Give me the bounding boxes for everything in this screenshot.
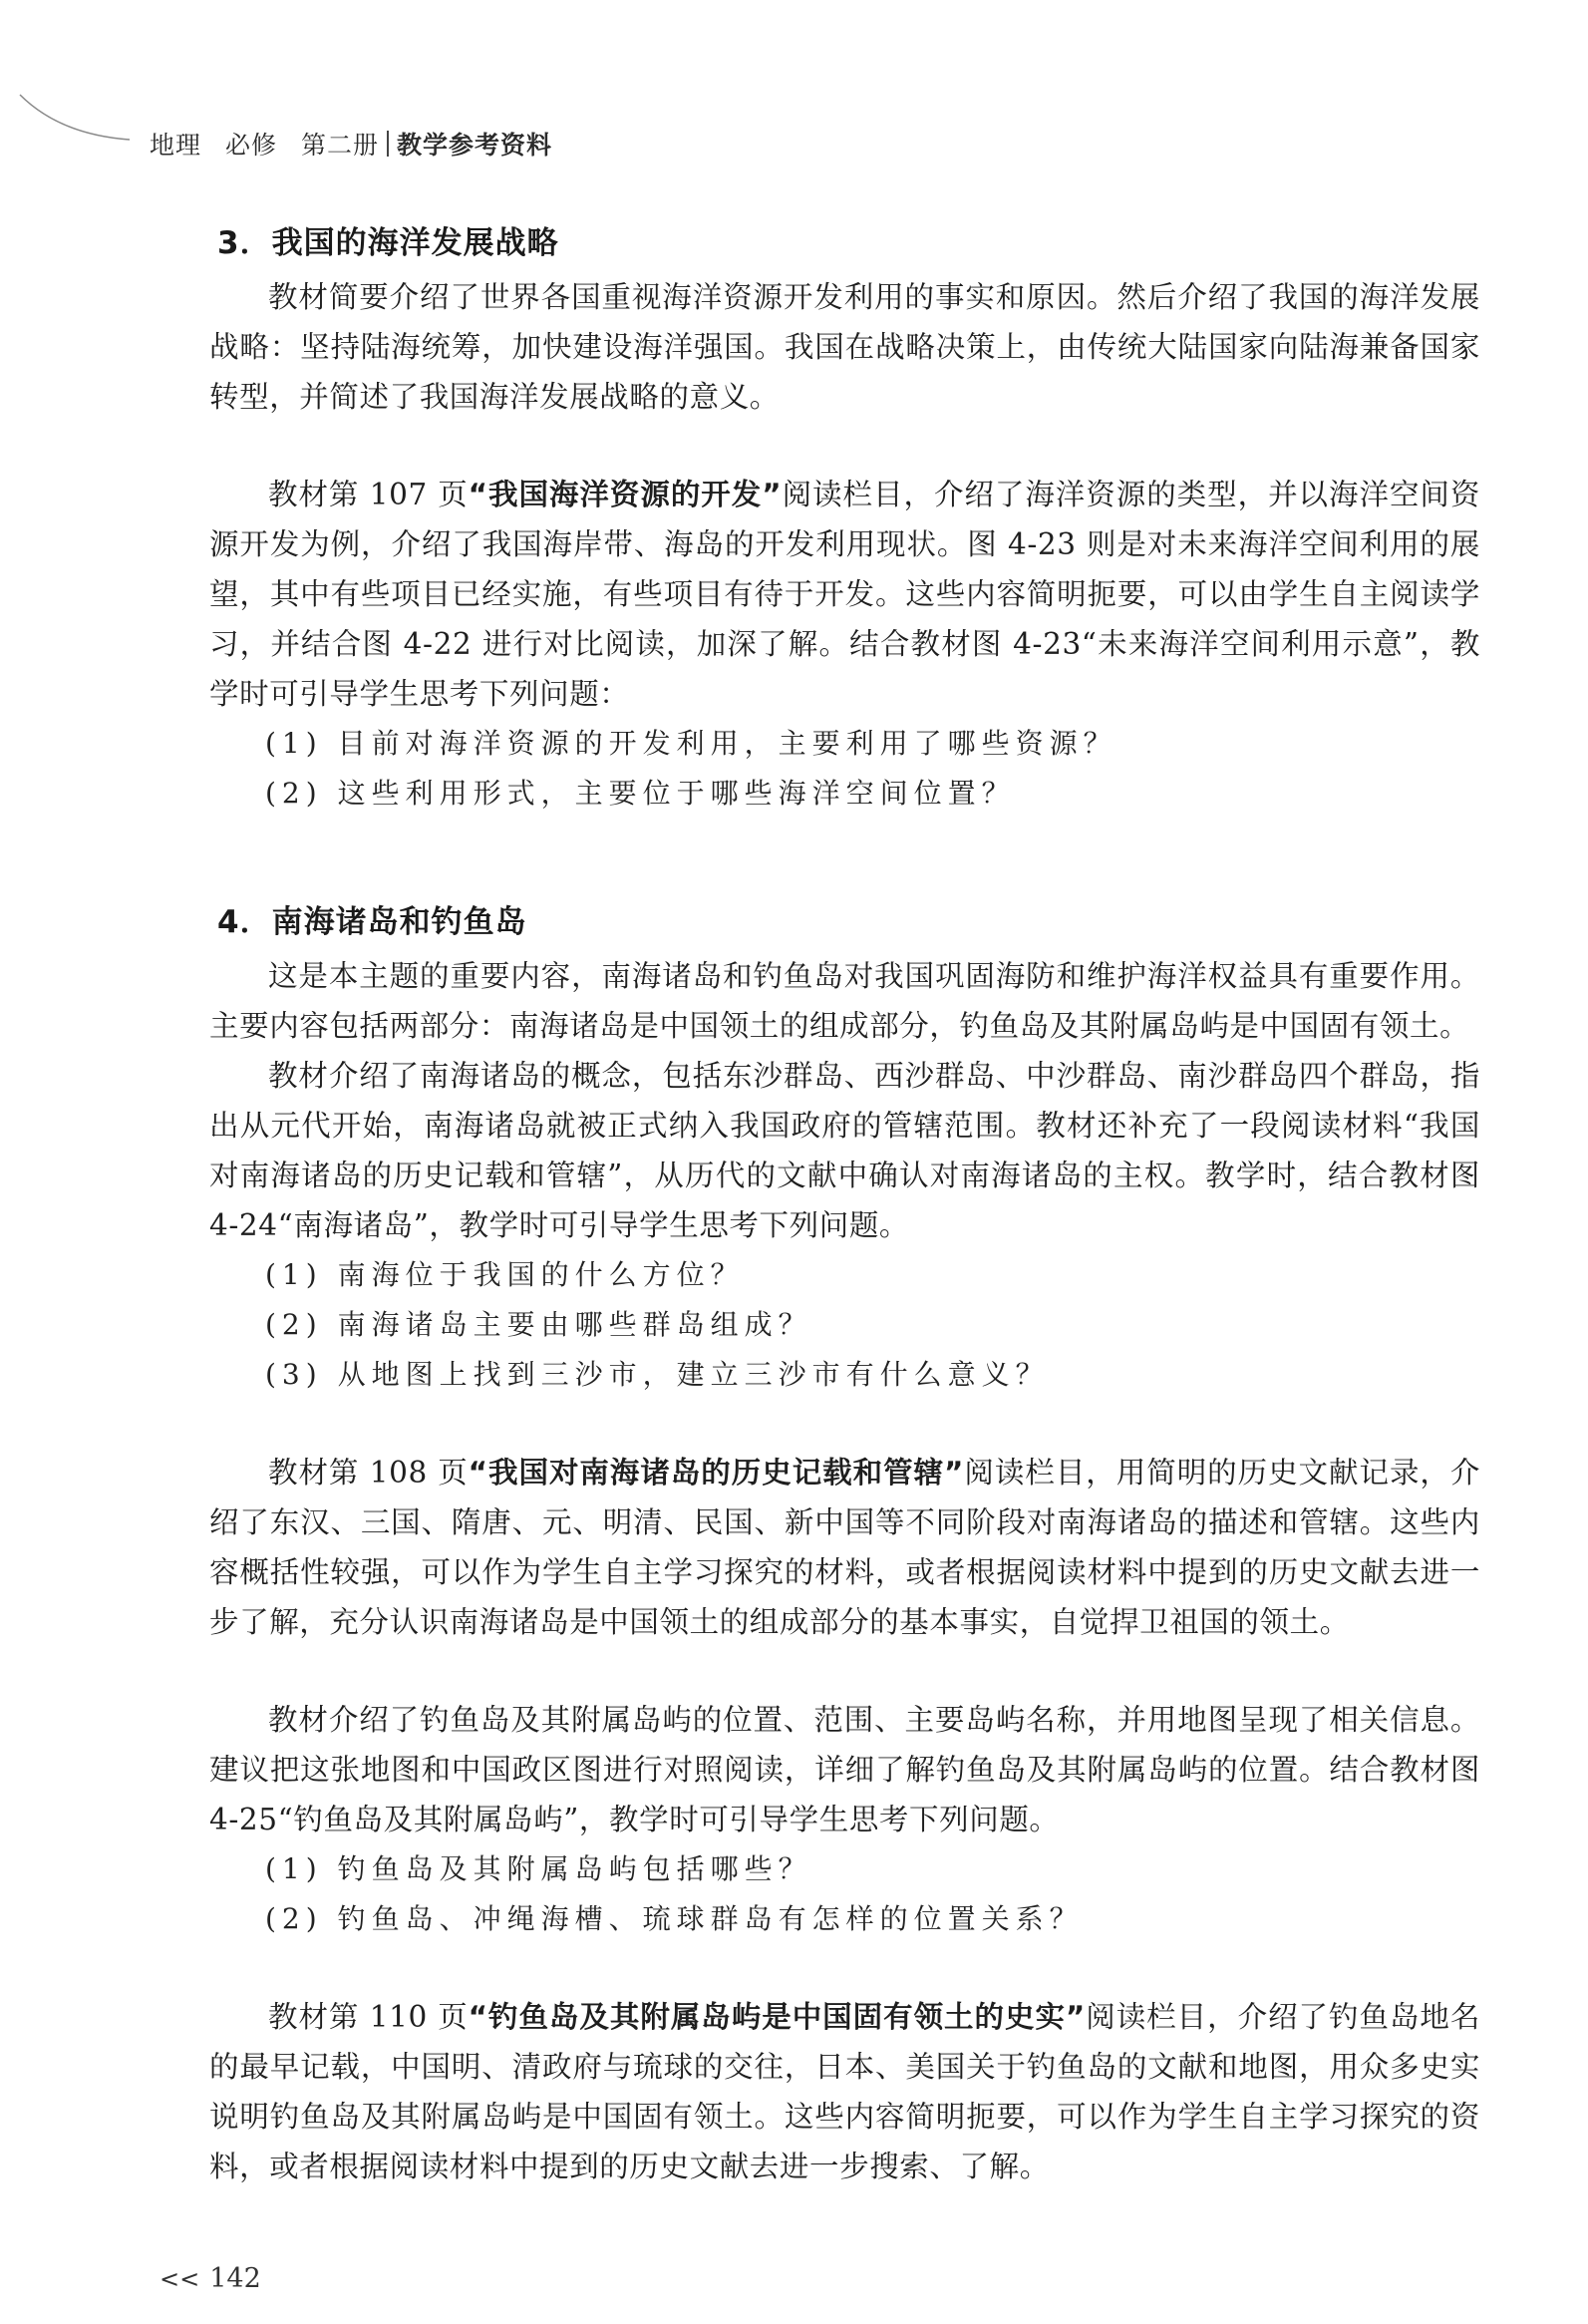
header-corner-arc bbox=[0, 0, 140, 160]
section3-paragraph-1: 教材简要介绍了世界各国重视海洋资源开发利用的事实和原因。然后介绍了我国的海洋发展战略：坚持陆海统筹，加快建设海洋强国。我国在战略决策上，由传统大陆国家向陆海兼备国家转型，并简述了我国海洋发展战略的意义。 bbox=[209, 280, 1480, 414]
section4-paragraph-3 bbox=[209, 1448, 1480, 1647]
page-body bbox=[209, 209, 1480, 2191]
question-item: (1) 钓鱼岛及其附属岛屿包括哪些？ bbox=[265, 1852, 812, 1885]
page-footer bbox=[159, 2263, 261, 2294]
s3p2-pre: 教材第 107 页 bbox=[268, 478, 469, 511]
section4-paragraph-2: 教材介绍了南海诸岛的概念，包括东沙群岛、西沙群岛、中沙群岛、南沙群岛四个群岛，指出从元代开始，南海诸岛就被正式纳入我国政府的管辖范围。教材还补充了一段阅读材料“我国对南海诸岛的历史记载和管辖”，从历代的文献中确认对南海诸岛的主权。教学时，结合教材图 4-24“南海诸岛”，教学时可引导学生思考下列问题。 bbox=[209, 1059, 1480, 1242]
question-item: (2) 南海诸岛主要由哪些群岛组成？ bbox=[265, 1308, 812, 1341]
s3p2-post: 阅读栏目，介绍了海洋资源的类型，并以海洋空间资源开发为例，介绍了我国海岸带、海岛的开发利用现状。图 4-23 则是对未来海洋空间利用的展望，其中有些项目已经实施，有些项目有待于开发。这些内容简明扼要，可以由学生自主阅读学习，并结合图 4-22 进行对比阅读，加深了解。结合教材图 4-23“未来海洋空间利用示意”，教学时可引导学生思考下列问题： bbox=[209, 478, 1480, 711]
section4-paragraph-1: 这是本主题的重要内容，南海诸岛和钓鱼岛对我国巩固海防和维护海洋权益具有重要作用。主要内容包括两部分：南海诸岛是中国领土的组成部分，钓鱼岛及其附属岛屿是中国固有领土。 bbox=[209, 959, 1480, 1043]
question-item: (1) 目前对海洋资源的开发利用，主要利用了哪些资源？ bbox=[265, 727, 1117, 760]
section4-paragraph-4: 教材介绍了钓鱼岛及其附属岛屿的位置、范围、主要岛屿名称，并用地图呈现了相关信息。建议把这张地图和中国政区图进行对照阅读，详细了解钓鱼岛及其附属岛屿的位置。结合教材图 4-25“钓鱼岛及其附属岛屿”，教学时可引导学生思考下列问题。 bbox=[209, 1703, 1480, 1836]
header-divider bbox=[387, 131, 389, 157]
s4p5-pre: 教材第 110 页 bbox=[268, 2000, 469, 2034]
double-chevron-left-icon: << bbox=[159, 2264, 200, 2293]
section4-heading: 4．南海诸岛和钓鱼岛 bbox=[217, 904, 527, 940]
header-level: 必修 bbox=[225, 131, 278, 160]
header-volume: 第二册 bbox=[301, 131, 380, 160]
s3p2-reading-title: “我国海洋资源的开发” bbox=[468, 478, 783, 511]
s4p3-pre: 教材第 108 页 bbox=[268, 1456, 469, 1490]
page-number: 142 bbox=[209, 2263, 261, 2294]
question-item: (2) 钓鱼岛、冲绳海槽、琉球群岛有怎样的位置关系？ bbox=[265, 1902, 1084, 1935]
section4-paragraph-5 bbox=[209, 1992, 1480, 2191]
header-subject: 地理 bbox=[150, 131, 202, 160]
running-header bbox=[150, 126, 552, 162]
question-item: (2) 这些利用形式，主要位于哪些海洋空间位置？ bbox=[265, 777, 1016, 810]
header-ref-title: 教学参考资料 bbox=[397, 131, 553, 160]
section3-paragraph-2 bbox=[209, 470, 1480, 719]
question-item: (3) 从地图上找到三沙市，建立三沙市有什么意义？ bbox=[265, 1358, 1050, 1391]
s4p3-post: 阅读栏目，用简明的历史文献记录，介绍了东汉、三国、隋唐、元、明清、民国、新中国等不同阶段对南海诸岛的描述和管辖。这些内容概括性较强，可以作为学生自主学习探究的材料，或者根据阅读材料中提到的历史文献去进一步了解，充分认识南海诸岛是中国领土的组成部分的基本事实，自觉捍卫祖国的领土。 bbox=[209, 1456, 1480, 1639]
s4p5-post: 阅读栏目，介绍了钓鱼岛地名的最早记载，中国明、清政府与琉球的交往，日本、美国关于钓鱼岛的文献和地图，用众多史实说明钓鱼岛及其附属岛屿是中国固有领土。这些内容简明扼要，可以作为学生自主学习探究的资料，或者根据阅读材料中提到的历史文献去进一步搜索、了解。 bbox=[209, 2000, 1480, 2183]
s4p3-reading-title: “我国对南海诸岛的历史记载和管辖” bbox=[468, 1456, 965, 1490]
section3-heading: 3．我国的海洋发展战略 bbox=[217, 225, 559, 261]
s4p5-reading-title: “钓鱼岛及其附属岛屿是中国固有领土的史实” bbox=[468, 2000, 1086, 2034]
question-item: (1) 南海位于我国的什么方位？ bbox=[265, 1258, 745, 1291]
